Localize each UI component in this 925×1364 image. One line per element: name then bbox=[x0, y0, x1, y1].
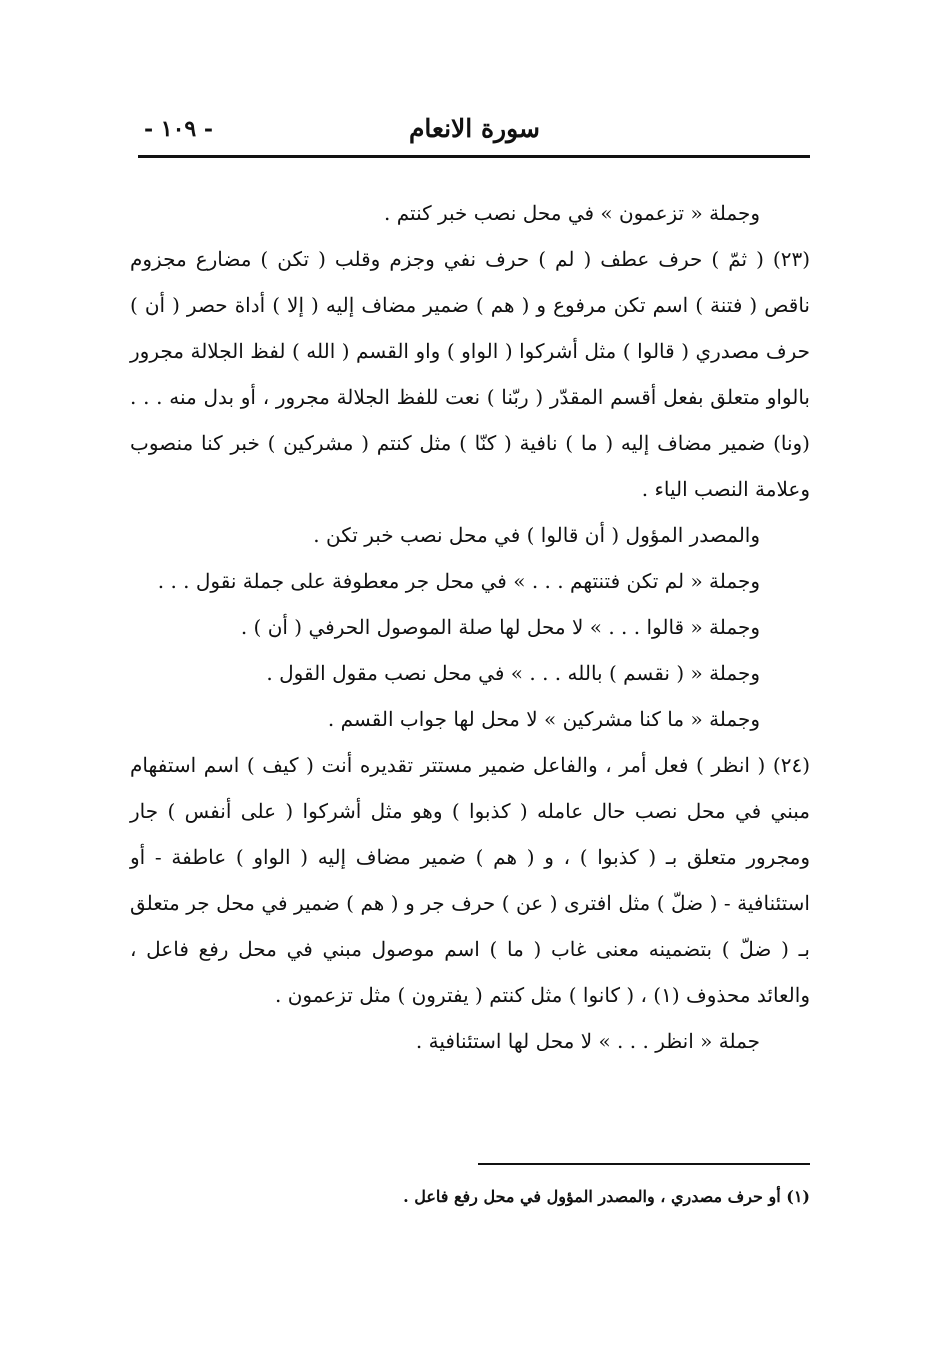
page-number: - ١٠٩ - bbox=[144, 116, 214, 142]
paragraph: وجملة « لم تكن فتنتهم . . . » في محل جر معطوفة على جملة نقول . . . bbox=[157, 569, 760, 593]
main-text bbox=[130, 190, 810, 1064]
footnote: (١) أو حرف مصدري ، والمصدر المؤول في محل رفع فاعل . bbox=[403, 1187, 810, 1206]
paragraph: (٢٣) ( ثمّ ) حرف عطف ( لم ) حرف نفي وجزم وقلب ( تكن ) مضارع مجزوم ناقص ( فتنة ) اسم تكن مرفوع و ( هم ) ضمير مضاف إليه ( إلا ) أداة حصر ( أن ) حرف مصدري ( قالوا ) مثل أشركوا ( الواو ) واو القسم ( الله ) لفظ الجلالة مجرور بالواو متعلق بفعل أقسم المقدّر ( ربّنا ) نعت للفظ الجلالة مجرور ، أو بدل منه . . . (ونا) ضمير مضاف إليه ( ما ) نافية ( كنّا ) مثل كنتم ( مشركين ) خبر كنا منصوب وعلامة النصب الياء . bbox=[130, 247, 810, 501]
page-header bbox=[138, 110, 810, 154]
paragraph: (٢٤) ( انظر ) فعل أمر ، والفاعل ضمير مستتر تقديره أنت ( كيف ) اسم استفهام مبني في محل نصب حال عامله ( كذبوا ) وهو مثل أشركوا ( على أنفس ) جار ومجرور متعلق بـ ( كذبوا ) ، و ( هم ) ضمير مضاف إليه ( الواو ) عاطفة - أو استئنافية - ( ضلّ ) مثل افترى ( عن ) حرف جر و ( هم ) ضمير في محل جر متعلق بـ ( ضلّ ) بتضمينه معنى غاب ( ما ) اسم موصول مبني في محل رفع فاعل ، والعائد محذوف (١) ، ( كانوا ) مثل كنتم ( يفترون ) مثل تزعمون . bbox=[130, 753, 810, 1007]
chapter-title: سورة الانعام bbox=[408, 114, 540, 143]
paragraph: والمصدر المؤول ( أن قالوا ) في محل نصب خبر تكن . bbox=[313, 523, 760, 547]
footnote-divider bbox=[478, 1163, 810, 1165]
paragraph: وجملة « تزعمون » في محل نصب خبر كنتم . bbox=[384, 201, 760, 225]
paragraph: جملة « انظر . . . » لا محل لها استئنافية . bbox=[415, 1029, 760, 1053]
paragraph: وجملة « ما كنا مشركين » لا محل لها جواب القسم . bbox=[327, 707, 760, 731]
paragraph: وجملة « ( نقسم ) بالله . . . » في محل نصب مقول القول . bbox=[266, 661, 760, 685]
paragraph: وجملة « قالوا . . . » لا محل لها صلة الموصول الحرفي ( أن ) . bbox=[240, 615, 760, 639]
header-divider bbox=[138, 155, 810, 158]
